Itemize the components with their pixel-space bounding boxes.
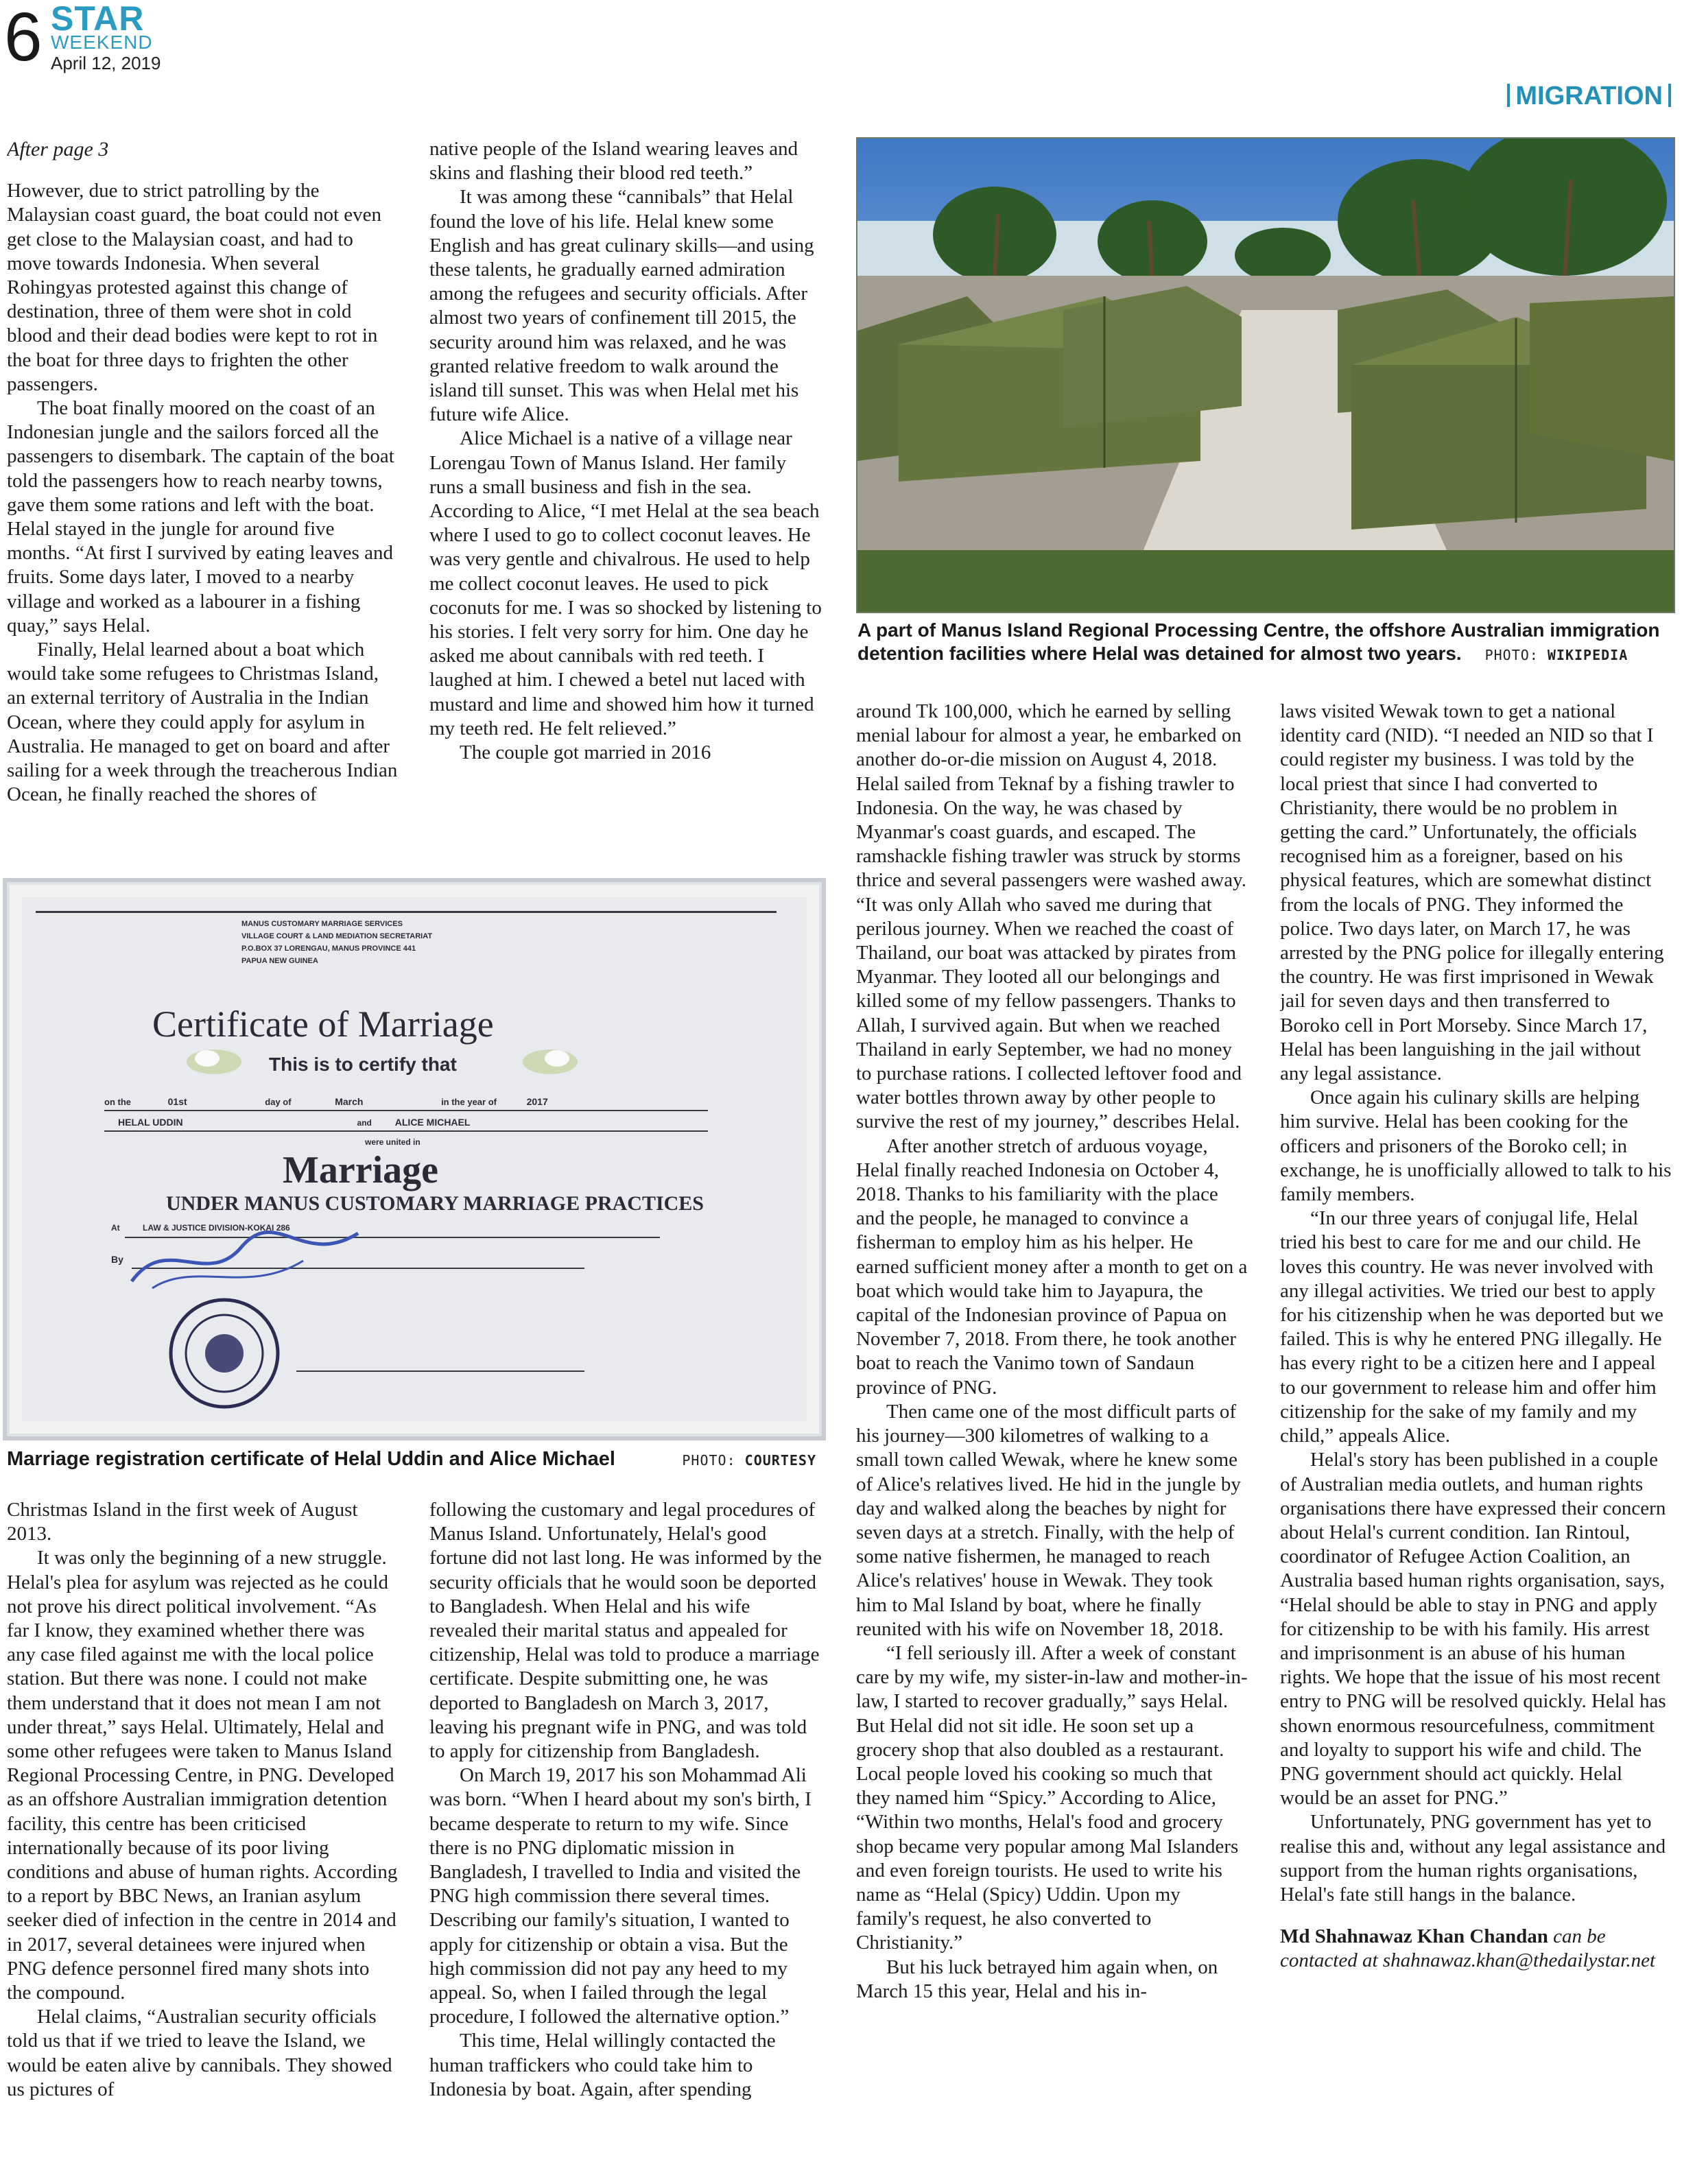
certificate-at-line: At LAW & JUSTICE DIVISION-KOKAI 286 bbox=[111, 1223, 290, 1233]
certificate-by-label: By bbox=[111, 1254, 123, 1265]
section-label bbox=[1502, 81, 1677, 111]
certificate-practices: UNDER MANUS CUSTOMARY MARRIAGE PRACTICES bbox=[166, 1192, 704, 1215]
certificate-top-rule bbox=[36, 911, 777, 913]
paragraph: Christmas Island in the first week of August 2013. bbox=[7, 1499, 358, 1545]
certificate-names-line: HELAL UDDIN and ALICE MICHAEL bbox=[118, 1117, 471, 1128]
certificate-certify: This is to certify that bbox=[269, 1054, 457, 1075]
column-2-bottom bbox=[429, 1498, 822, 2177]
paragraph: Helal's story has been published in a couple of Australian media outlets, and human rights organisations there have expressed their concern about Helal's current condition. Ian Rintoul, coordinator of Refugee Action Coalition, an Australia based human rights organisation, says, “Helal should be able to stay in PNG and apply for citizenship to be with his family. His arrest and imprisonment is an abuse of his human rights. We hope that the issue of his most recent entry to PNG will be resolved quickly. Helal has shown enormous resourcefulness, commitment and loyalty to support his wife and child. The PNG government should act quickly. Helal would be an asset for PNG.” bbox=[1280, 1449, 1666, 1809]
paragraph: Helal claims, “Australian security officials told us that if we tried to leave the Island, we would be eaten alive by cannibals. They showed us pictures of bbox=[7, 2006, 392, 2100]
author-signature bbox=[1280, 1925, 1674, 1973]
paragraph: Once again his culinary skills are helping him survive. Helal has been cooking for the officers and prisoners of the Boroko cell; in exchange, he is unofficially allowed to talk to his family members. bbox=[1280, 1087, 1672, 1206]
paragraph: The couple got married in 2016 bbox=[460, 741, 711, 764]
photo-caption bbox=[857, 619, 1672, 667]
certificate-date-rule bbox=[104, 1110, 708, 1111]
certificate-marriage-word: Marriage bbox=[283, 1149, 438, 1191]
section-bar-right bbox=[1668, 84, 1671, 107]
column-1-bottom bbox=[7, 1498, 398, 2177]
brand-star: STAR bbox=[51, 0, 145, 38]
paragraph: following the customary and legal procedures of Manus Island. Unfortunately, Helal's good fortune did not last long. He was informed by the security officials that he would soon be deported to Bangladesh. When Helal and his wife revealed their marital status and appealed for citizenship, Helal was told to produce a marriage certificate. Despite submitting one, he was deported to Bangladesh on March 3, 2017, leaving his pregnant wife in PNG, and was told to apply for citizenship from Bangladesh. bbox=[429, 1499, 822, 1763]
paragraph: native people of the Island wearing leaves and skins and flashing their blood red teeth.” bbox=[429, 138, 798, 185]
section-text: MIGRATION bbox=[1515, 82, 1663, 110]
certificate-date-line: on the 01st day of March in the year of 2017 bbox=[104, 1096, 548, 1107]
certificate-united: were united in bbox=[365, 1137, 420, 1147]
column-1-top bbox=[7, 137, 398, 864]
page-number: 6 bbox=[4, 0, 43, 75]
paragraph: Unfortunately, PNG government has yet to realise this and, without any legal assistance and support from the human rights organisations, Helal's fate still hangs in the balance. bbox=[1280, 1811, 1666, 1906]
tents-illustration bbox=[857, 139, 1674, 612]
photo-caption-text: A part of Manus Island Regional Processing Centre, the offshore Australian immigration detention facilities where Helal was detained for almost two years. bbox=[857, 619, 1660, 664]
paragraph: But his luck betrayed him again when, on March 15 this year, Helal and his in- bbox=[856, 1956, 1218, 2002]
signature-mark bbox=[125, 1220, 372, 1302]
paragraph: “In our three years of conjugal life, Helal tried his best to care for me and our child. He loves this country. He was never involved with any illegal activities. We tried our best to apply for his citizenship when he was deported but we failed. This is why he entered PNG illegally. He has every right to be a citizen here and I appeal to our government to release him and offer him citizenship for the sake of my family and my child,” appeals Alice. bbox=[1280, 1207, 1663, 1447]
marriage-certificate-image bbox=[7, 882, 822, 1436]
certificate-paper bbox=[22, 897, 807, 1421]
author-name: Md Shahnawaz Khan Chandan bbox=[1280, 1925, 1548, 1948]
paragraph: It was only the beginning of a new struggle. Helal's plea for asylum was rejected as he could not prove his direct political involvement. “As far I know, they examined whether there was any case filed against me with the local police station. But there was none. I could not make them understand that it does not mean I am not under threat,” says Helal. Ultimately, Helal and some other refugees were taken to Manus Island Regional Processing Centre, in PNG. Developed as an offshore Australian immigration detention facility, this centre has been criticised internationally because of its poor living conditions and abuse of human rights. According to a report by BBC News, an Iranian asylum seeker died of infection in the centre in 2014 and in 2017, several detainees were injured when PNG defence personnel fired many shots into the compound. bbox=[7, 1547, 398, 2004]
issue-date: April 12, 2019 bbox=[51, 53, 161, 73]
paragraph: This time, Helal willingly contacted the human traffickers who could take him to Indonesia by boat. Again, after spending bbox=[429, 2030, 776, 2100]
paragraph: “I fell seriously ill. After a week of constant care by my wife, my sister-in-law and mother-in-law, I started to recover gradually,” says Helal. But Helal did not sit idle. He soon set up a grocery shop that also doubled as a restaurant. Local people loved his cooking so much that they named him “Spicy.” According to Alice, “Within two months, Helal's food and grocery shop became very popular among Mal Islanders and even foreign tourists. He used to write his name as “Helal (Spicy) Uddin. Upon my family's request, he also converted to Christianity.” bbox=[856, 1641, 1248, 1954]
paragraph: The boat finally moored on the coast of an Indonesian jungle and the sailors forced all the passengers to disembark. The captain of the boat told the passengers how to reach nearby towns, gave them some rations and left with the boat. Helal stayed in the jungle for around five months. “At first I survived by eating leaves and fruits. Some days later, I moved to a nearby village and worked as a labourer in a fishing quay,” says Helal. bbox=[7, 397, 394, 637]
paragraph: laws visited Wewak town to get a national identity card (NID). “I needed an NID so that I could register my business. I was told by the local priest that since I had converted to Christianity, there would be no problem in getting the card.” Unfortunately, the officials recognised him as a foreigner, based on his physical features, which are somewhat distinct from the locals of PNG. They informed the police. Two days later, on March 17, he was arrested by the PNG police for illegally entering the country. He was first imprisoned in Wewak jail for seven days and then transferred to Boroko cell in Port Morseby. Since March 17, Helal has been languishing in the jail without any legal assistance. bbox=[1280, 700, 1664, 1085]
paragraph: After another stretch of arduous voyage, Helal finally reached Indonesia on October 4, 2018. Thanks to his familiarity with the place and the people, he managed to convince a fisherman to employ him as his helper. He earned sufficient money after a month to get on a boat which would take him to Jayapura, the capital of the Indonesian province of Papua on November 7, 2018. From there, he took another boat to reach the Vanimo town of Sandaun province of PNG. bbox=[856, 1135, 1248, 1399]
paragraph: Alice Michael is a native of a village near Lorengau Town of Manus Island. Her family runs a small business and fish in the sea. According to Alice, “I met Helal at the sea beach where I used to go to collect coconut leaves. He was very gentle and chivalrous. He used to help me collect coconut leaves. He used to pick coconuts for me. I was so shocked by listening to his stories. I felt very sorry for him. One day he asked me about cannibals with red teeth. I laughed at him. I chewed a betel nut laced with mustard and lime and showed him how it turned my teeth red. He felt relieved.” bbox=[429, 427, 822, 739]
dove-icon bbox=[516, 1038, 584, 1086]
column-2-top bbox=[429, 137, 822, 864]
photo-credit-source: WIKIPEDIA bbox=[1547, 647, 1628, 663]
paragraph: Finally, Helal learned about a boat which would take some refugees to Christmas Island, an external territory of Australia in the Indian Ocean, where they could apply for asylum in Australia. He managed to get on board and after sailing for a week through the treacherous Indian Ocean, he finally reached the shores of bbox=[7, 639, 398, 806]
certificate-bottom-rule bbox=[296, 1370, 584, 1372]
certificate-title: Certificate of Marriage bbox=[152, 1004, 494, 1045]
paragraph: Then came one of the most difficult parts of his journey—300 kilometres of walking to a small town called Wewak, where he knew some of Alice's relatives lived. He hid in the jungle by day and walked along the beaches by night for seven days at a stretch. Finally, with the help of some native fishermen, he managed to reach Alice's relatives' house in Wewak. They took him to Mal Island by boat, where he finally reunited with his wife on November 18, 2018. bbox=[856, 1400, 1241, 1640]
kicker: After page 3 bbox=[7, 138, 109, 161]
photo-credit: PHOTO: WIKIPEDIA bbox=[1484, 647, 1628, 663]
paragraph: around Tk 100,000, which he earned by selling menial labour for almost a year, he embarked on another do-or-die mission on August 4, 2018. Helal sailed from Teknaf by a fishing trawler to Indonesia. On the way, he was chased by Myanmar's coast guards, and escaped. The ramshackle fishing trawler was struck by storms thrice and several passengers were washed away. “It was only Allah who saved me during that perilous journey. When we reached the coast of Thailand, our boat was attacked by pirates from Myanmar. They looted all our belongings and killed some of my fellow passengers. Thanks to Allah, I survived again. But when we reached Thailand in early September, we had no money to purchase rations. I collected leftover food and water bottles thrown away by other people to survive the rest of my journey,” describes Helal. bbox=[856, 700, 1246, 1133]
certificate-header: MANUS CUSTOMARY MARRIAGE SERVICES VILLAGE COURT & LAND MEDIATION SECRETARIAT P.O.BOX 37 LORENGAU, MANUS PROVINCE 441 PAPUA NEW GUINEA bbox=[241, 920, 433, 965]
certificate-names-rule bbox=[104, 1130, 708, 1132]
column-3 bbox=[856, 700, 1248, 2177]
column-4 bbox=[1280, 700, 1674, 2177]
manus-centre-photo bbox=[856, 137, 1675, 613]
paragraph: However, due to strict patrolling by the Malaysian coast guard, the boat could not even get close to the Malaysian coast, and had to move towards Indonesia. When several Rohingyas protested against this change of destination, three of them were shot in cold blood and their dead bodies were kept to rot in the boat for three days to frighten the other passengers. bbox=[7, 180, 382, 395]
dove-icon bbox=[180, 1038, 248, 1086]
brand-weekend: WEEKEND bbox=[51, 32, 153, 53]
paragraph: It was among these “cannibals” that Helal found the love of his life. Helal knew some English and has great culinary skills—and using these talents, he gradually earned admiration among the refugees and security officials. After almost two years of confinement till 2015, the security around him was relaxed, and he was granted relative freedom to walk around the island till sunset. This was when Helal met his future wife Alice. bbox=[429, 186, 814, 426]
certificate-caption bbox=[7, 1447, 823, 1471]
certificate-credit: PHOTO: COURTESY bbox=[682, 1452, 816, 1469]
section-bar-left bbox=[1507, 84, 1510, 107]
certificate-credit-source: COURTESY bbox=[744, 1452, 816, 1469]
paragraph: On March 19, 2017 his son Mohammad Ali was born. “When I heard about my son's birth, I became desperate to return to my wife. Since there is no PNG diplomatic mission in Bangladesh, I travelled to India and visited the PNG high commission there several times. Describing our family's situation, I wanted to apply for citizenship or obtain a visa. But the high commission did not pay any heed to my appeal. So, when I failed through the legal procedure, I followed the alternative option.” bbox=[429, 1764, 812, 2028]
certificate-caption-text: Marriage registration certificate of Helal Uddin and Alice Michael bbox=[7, 1448, 615, 1470]
official-seal-icon bbox=[166, 1295, 283, 1412]
author-contact: can be contacted at shahnawaz.khan@thedailystar.net bbox=[1280, 1925, 1656, 1972]
